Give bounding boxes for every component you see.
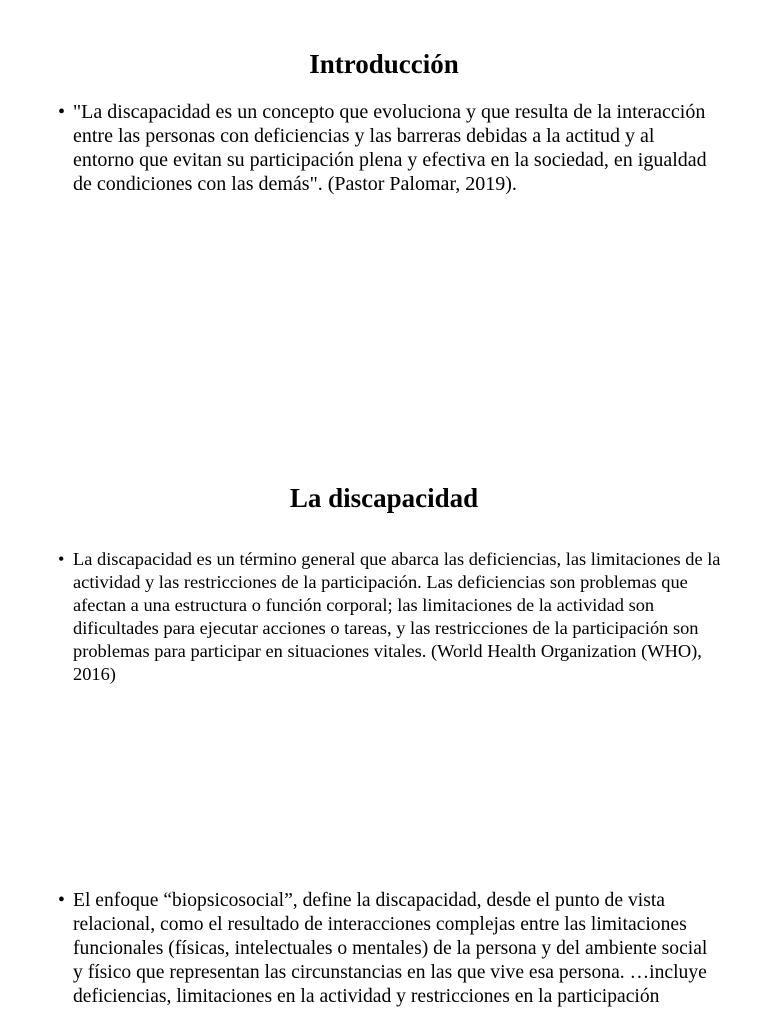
bullet-item [0, 548, 768, 686]
bullet-icon: • [58, 890, 65, 911]
bullet-item [0, 889, 768, 1009]
slide-title: La discapacidad [289, 483, 479, 513]
slide-enfoque-biopsicosocial [0, 889, 768, 1009]
slide-introduccion [0, 48, 768, 196]
bullet-text: La discapacidad es un término general que abarca las deficiencias, las limitaciones de la actividad y las restricciones de la participación. Las deficiencias son problemas que afectan a una estructura o función corporal; las limitaciones de la actividad son dificultades para ejecutar acciones o tareas, y las restricciones de la participación son problemas para participar en situaciones vitales. (World Health Organization (WHO), 2016) [73, 549, 721, 684]
bullet-icon: • [58, 101, 66, 123]
bullet-icon: • [58, 549, 65, 569]
bullet-text: El enfoque “biopsicosocial”, define la discapacidad, desde el punto de vista relacional, como el resultado de interacciones complejas entre las limitaciones funcionales (físicas, intelectuales o mentales) de la persona y del ambiente social y físico que representan las circunstancias en las que vive esa persona. …incluye deficiencias, limitaciones en la actividad y restricciones en la participación [73, 890, 708, 1007]
slide-title: Introducción [309, 49, 459, 79]
slide-la-discapacidad [0, 482, 768, 686]
bullet-item [0, 100, 768, 196]
bullet-text: "La discapacidad es un concepto que evoluciona y que resulta de la interacción entre las personas con deficiencias y las barreras debidas a la actitud y al entorno que evitan su participación plena y efectiva en la sociedad, en igualdad de condiciones con las demás". (Pastor Palomar, 2019). [73, 101, 707, 195]
